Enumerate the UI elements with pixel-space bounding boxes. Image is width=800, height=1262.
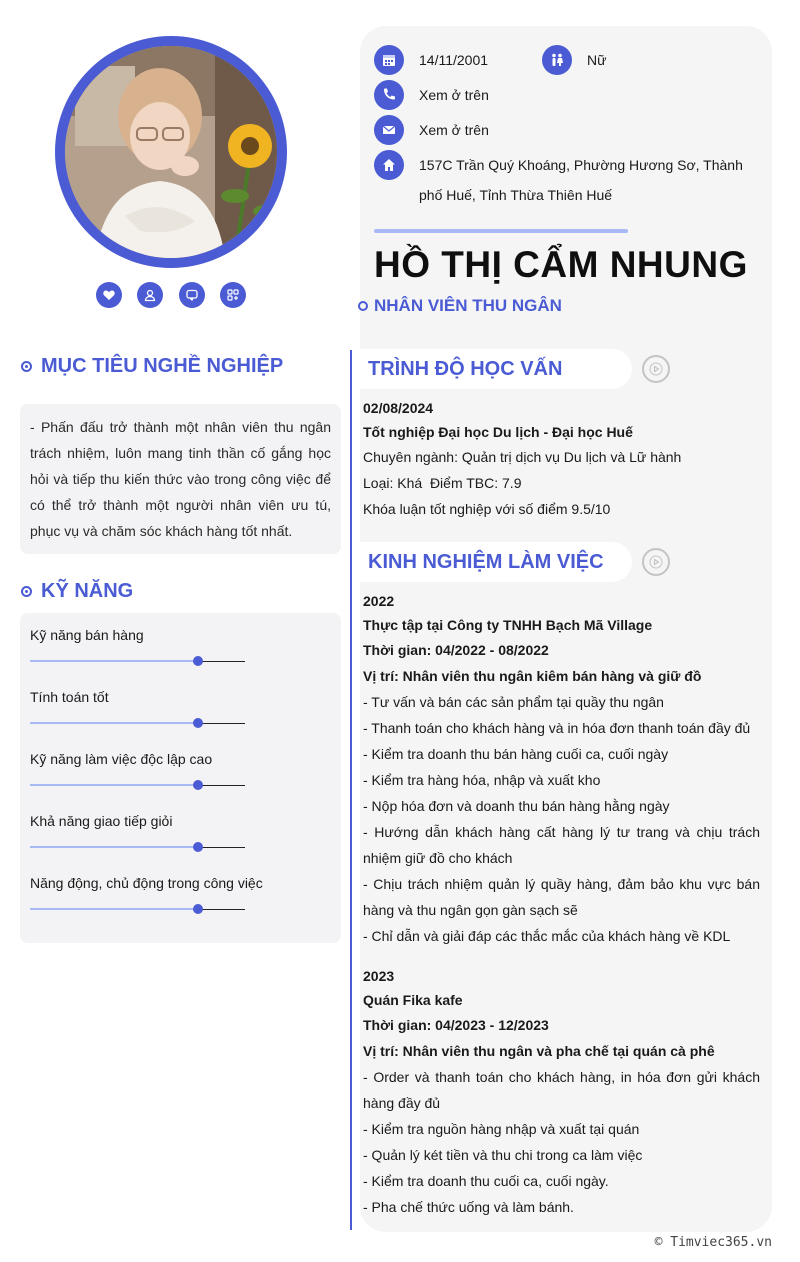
job-company: Thực tập tại Công ty TNHH Bạch Mã Village: [363, 617, 653, 633]
experience-heading-row: [360, 542, 632, 582]
skill-label: Kỹ năng làm việc độc lập cao: [30, 751, 213, 767]
position-title: NHÂN VIÊN THU NGÂN: [374, 296, 562, 315]
job-year: 2022: [363, 593, 395, 609]
job-task: - Kiểm tra nguồn hàng nhập và xuất tại quán: [363, 1121, 640, 1137]
gender-icon: [542, 45, 572, 75]
job-task: - Hướng dẫn khách hàng cất hàng lý tư trang và chịu trách nhiệm giữ đồ cho khách: [363, 824, 760, 866]
education-major: Chuyên ngành: Quản trị dịch vụ Du lịch và Lữ hành: [363, 449, 682, 465]
dob-value: 14/11/2001: [419, 52, 489, 68]
address-row: [374, 150, 749, 210]
dob-row: [374, 45, 488, 75]
education-heading-row: [360, 349, 632, 389]
experience-heading: KINH NGHIỆM LÀM VIỆC: [368, 550, 604, 573]
phone-value: Xem ở trên: [419, 87, 489, 103]
skill-label: Tính toán tốt: [30, 689, 109, 705]
objective-heading: MỤC TIÊU NGHỀ NGHIỆP: [41, 355, 284, 377]
education-thesis: Khóa luận tốt nghiệp với số điểm 9.5/10: [363, 501, 611, 517]
objective-heading-row: [21, 355, 283, 378]
home-icon: [374, 150, 404, 180]
avatar-photo: [65, 46, 277, 258]
job-task: - Chịu trách nhiệm quản lý quầy hàng, đảm bảo khu vực bán hàng và thu ngân gọn gàn sạch sẽ: [363, 876, 760, 918]
candidate-name: HỒ THỊ CẨM NHUNG: [374, 244, 748, 285]
position-title-row: [358, 296, 562, 316]
job-role: Vị trí: Nhân viên thu ngân và pha chế tại quán cà phê: [363, 1043, 715, 1059]
education-date: 02/08/2024: [363, 400, 434, 416]
address-value: 157C Trần Quý Khoáng, Phường Hương Sơ, Thành phố Huế, Tỉnh Thừa Thiên Huế: [419, 157, 743, 203]
skill-fill: [30, 660, 198, 662]
bullet-icon: [21, 361, 32, 372]
skill-item: [30, 689, 109, 705]
play-icon[interactable]: [642, 355, 670, 383]
play-icon[interactable]: [642, 548, 670, 576]
skill-label: Năng động, chủ động trong công việc: [30, 875, 263, 891]
skill-fill: [30, 846, 198, 848]
bullet-icon: [21, 586, 32, 597]
job-year: 2023: [363, 968, 395, 984]
job-period: Thời gian: 04/2022 - 08/2022: [363, 642, 549, 658]
skills-heading: KỸ NĂNG: [41, 580, 134, 602]
education-school: Tốt nghiệp Đại học Du lịch - Đại học Huế: [363, 424, 633, 440]
job-task: - Order và thanh toán cho khách hàng, in hóa đơn gửi khách hàng đầy đủ: [363, 1069, 760, 1111]
objective-box: [20, 404, 341, 554]
skill-knob: [193, 718, 203, 728]
user-icon[interactable]: [137, 282, 163, 308]
skill-fill: [30, 908, 198, 910]
bullet-icon: [358, 301, 368, 311]
skill-fill: [30, 784, 198, 786]
avatar: [55, 36, 287, 268]
job-task: - Nộp hóa đơn và doanh thu bán hàng hằng ngày: [363, 798, 670, 814]
job-company: Quán Fika kafe: [363, 992, 463, 1008]
objective-text: - Phấn đấu trở thành một nhân viên thu ngân trách nhiệm, luôn mang tinh thần cố gắng học hỏi và tiếp thu kiến thức vào trong công việc để có thể trở thành một người nhân viên ưu tú, phục vụ và chăm sóc khách hàng tốt nhất.: [30, 419, 331, 539]
phone-icon: [374, 80, 404, 110]
skill-label: Khả năng giao tiếp giỏi: [30, 813, 173, 829]
skill-item: [30, 627, 144, 643]
job-task: - Kiểm tra doanh thu bán hàng cuối ca, cuối ngày: [363, 746, 669, 762]
skill-knob: [193, 904, 203, 914]
chat-icon[interactable]: [179, 282, 205, 308]
skill-knob: [193, 780, 203, 790]
heart-icon[interactable]: [96, 282, 122, 308]
calendar-icon: [374, 45, 404, 75]
job-task: - Thanh toán cho khách hàng và in hóa đơn thanh toán đầy đủ: [363, 720, 751, 736]
education-heading: TRÌNH ĐỘ HỌC VẤN: [368, 357, 563, 380]
job-task: - Quản lý két tiền và thu chi trong ca làm việc: [363, 1147, 643, 1163]
skills-box: [20, 613, 341, 943]
email-row: [374, 115, 489, 145]
gender-row: [542, 45, 606, 75]
job-role: Vị trí: Nhân viên thu ngân kiêm bán hàng và giữ đồ: [363, 668, 702, 684]
footer-copyright[interactable]: © Timviec365.vn: [654, 1235, 772, 1250]
skill-item: [30, 751, 212, 767]
phone-row: [374, 80, 489, 110]
timeline-divider: [350, 350, 352, 1230]
skill-item: [30, 875, 263, 891]
skill-fill: [30, 722, 198, 724]
apps-icon[interactable]: [220, 282, 246, 308]
job-task: - Pha chế thức uống và làm bánh.: [363, 1199, 574, 1215]
skill-knob: [193, 656, 203, 666]
job-period: Thời gian: 04/2023 - 12/2023: [363, 1017, 549, 1033]
skill-item: [30, 813, 172, 829]
job-task: - Tư vấn và bán các sản phẩm tại quầy thu ngân: [363, 694, 664, 710]
education-grade: Loại: Khá Điểm TBC: 7.9: [363, 475, 522, 491]
gender-value: Nữ: [587, 52, 607, 68]
mail-icon: [374, 115, 404, 145]
skill-knob: [193, 842, 203, 852]
skills-heading-row: [21, 580, 133, 603]
name-accent-bar: [374, 229, 628, 233]
job-task: - Kiểm tra hàng hóa, nhập và xuất kho: [363, 772, 601, 788]
job-task: - Chỉ dẫn và giải đáp các thắc mắc của khách hàng về KDL: [363, 928, 731, 944]
job-task: - Kiểm tra doanh thu cuối ca, cuối ngày.: [363, 1173, 609, 1189]
skill-label: Kỹ năng bán hàng: [30, 627, 144, 643]
email-value: Xem ở trên: [419, 122, 489, 138]
